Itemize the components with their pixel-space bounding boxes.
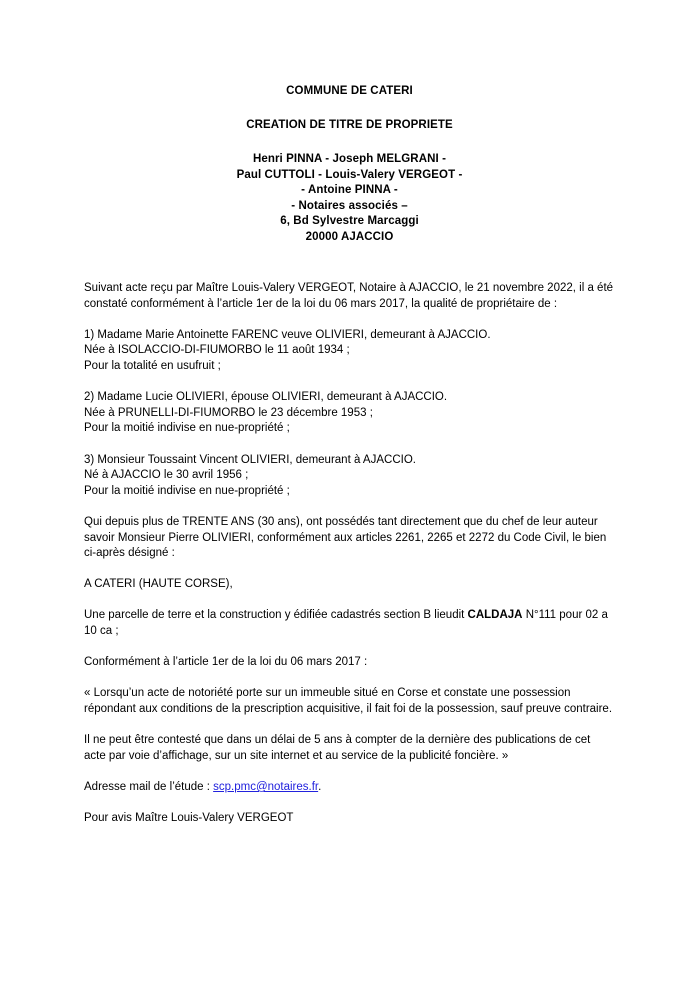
owner-identity: 2) Madame Lucie OLIVIERI, épouse OLIVIERI, demeurant à AJACCIO. — [84, 391, 448, 404]
owner-birth: Née à ISOLACCIO-DI-FIUMORBO le 11 août 1934 ; — [84, 344, 350, 357]
page-title: COMMUNE DE CATERI — [286, 85, 413, 97]
notaries-block — [84, 133, 615, 245]
owner-identity: 3) Monsieur Toussaint Vincent OLIVIERI, demeurant à AJACCIO. — [84, 453, 416, 466]
owner-entry-3 — [84, 453, 615, 500]
parcel-description-prefix: Une parcelle de terre et la construction y édifiée cadastrés section B lieudit — [84, 609, 468, 622]
owner-identity: 1) Madame Marie Antoinette FARENC veuve OLIVIERI, demeurant à AJACCIO. — [84, 328, 491, 341]
owner-share: Pour la moitié indivise en nue-propriété ; — [84, 484, 290, 497]
notary-association-line: - Notaires associés – — [291, 199, 408, 212]
notary-line: Paul CUTTOLI - Louis-Valery VERGEOT - — [236, 168, 463, 181]
quote-paragraph-second: Il ne peut être contesté que dans un délai de 5 ans à compter de la dernière des publications de cet acte par voie d’affichage, sur un site internet et au service de la publicité foncière. » — [84, 734, 591, 762]
document-body — [84, 281, 615, 827]
mail-paragraph — [84, 780, 615, 796]
notary-line: Henri PINNA - Joseph MELGRANI - — [252, 153, 447, 165]
parcel-description-suffix: N°111 pour 02 a 10 ca ; — [84, 609, 608, 638]
mail-trailing-period: . — [318, 781, 322, 793]
document-subtitle: CREATION DE TITRE DE PROPRIETE — [246, 118, 453, 131]
document-content — [84, 0, 615, 827]
location-paragraph: A CATERI (HAUTE CORSE), — [84, 578, 233, 591]
intro-paragraph: Suivant acte reçu par Maître Louis-Valery VERGEOT, Notaire à AJACCIO, le 21 novembre 2022, il a été constaté conformément à l’article 1er de la loi du 06 mars 2017, la qualité de propriétaire de : — [84, 282, 614, 310]
closing-paragraph: Pour avis Maître Louis-Valery VERGEOT — [84, 812, 294, 825]
possession-paragraph: Qui depuis plus de TRENTE ANS (30 ans), ont possédés tant directement que du chef de leur auteur savoir Monsieur Pierre OLIVIERI, conformément aux articles 2261, 2265 et 2272 du Code Civil, le bien ci-après désigné : — [84, 515, 607, 560]
law-reference-paragraph: Conformément à l’article 1er de la loi du 06 mars 2017 : — [84, 656, 368, 669]
owner-entry-2 — [84, 390, 615, 437]
owner-share: Pour la totalité en usufruit ; — [84, 359, 221, 372]
notary-address-line: 6, Bd Sylvestre Marcaggi — [280, 215, 419, 227]
document-header — [84, 0, 615, 245]
notary-city-line: 20000 AJACCIO — [305, 230, 394, 243]
owner-birth: Né à AJACCIO le 30 avril 1956 ; — [84, 469, 249, 482]
parcel-lieudit: CALDAJA — [467, 609, 523, 622]
mail-label: Adresse mail de l’étude : — [84, 781, 214, 793]
owner-entry-1 — [84, 328, 615, 375]
owner-birth: Née à PRUNELLI-DI-FIUMORBO le 23 décembre 1953 ; — [84, 406, 373, 419]
notary-line: - Antoine PINNA - — [301, 184, 398, 196]
email-link[interactable]: scp.pmc@notaires.fr — [213, 781, 319, 793]
owner-share: Pour la moitié indivise en nue-propriété ; — [84, 422, 290, 435]
parcel-paragraph — [84, 608, 615, 639]
quote-paragraph-first: « Lorsqu’un acte de notoriété porte sur un immeuble situé en Corse et constate une possession répondant aux conditions de la prescription acquisitive, il fait foi de la possession, sauf preuve contraire. — [84, 687, 613, 716]
